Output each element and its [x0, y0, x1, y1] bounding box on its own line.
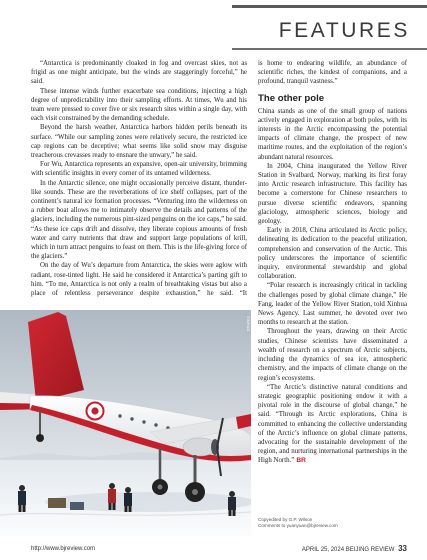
- paragraph: “Polar research is increasingly critical in tackling the challenges posed by global climate change,” He Fang, leader of the Yellow River Station, told Xinhua News Agency. Last summer, he devoted over two months to research at the station.: [258, 282, 407, 327]
- paragraph: China stands as one of the small group of nations actively engaged in exploration at both poles, with its interests in the Arctic encompassing the potential impacts of climate change, the prospect of new maritime routes, and the exploitation of the region’s abundant natural resources.: [258, 107, 407, 161]
- paragraph: Throughout the years, drawing on their Arctic studies, Chinese scientists have disseminated a wealth of research on a spectrum of Arctic subjects, including the dynamics of sea ice, atmospheric chemistry, and the impacts of climate change on the region’s ecosystems.: [258, 328, 407, 382]
- photo-credit: XINHUA: [246, 316, 250, 332]
- paragraph: On the day of Wu’s departure from Antarctica, the skies were aglow with radiant, rose-tinted light. He said he considered it Antarctica’s parting gift to him. “To me, Antarctica is not only a realm of breathtaking vistas but also a place of relentless perseverance despite exhaustion,” he said. “It: [31, 262, 247, 298]
- paragraph-text: “The Arctic’s distinctive natural conditions and strategic geographic positioning endow it with a pivotal role in the discourse of global change,” he said. “Through its Arctic explorations, China is committed to enhancing the collective understanding of the Arctic’s influence on global climate patterns, advocating for the sustainable development of the region, and nurturing international partnerships in the High North.”: [258, 383, 407, 465]
- photo-aircraft-on-snow: [0, 310, 251, 536]
- footer-url: http://www.bjreview.com: [31, 546, 96, 552]
- article-photo: [0, 310, 251, 536]
- right-column: [258, 59, 407, 466]
- paragraph-continuation: is home to endearing wildlife, an abundance of scientific riches, the kindest of companions, and a profound, tranquil vastness.”: [258, 60, 407, 86]
- editorial-credits: [258, 517, 338, 529]
- subheading: The other pole: [258, 92, 325, 104]
- left-column-text: [31, 59, 247, 298]
- paragraph: In the Antarctic silence, one might occasionally perceive distant, thunder-like sounds. These are the reverberations of ice shelf collapses, part of the continent’s natural ice formation processes. “Venturing into the wilderness on a rubber boat allows me to intimately observe the details and patterns of the glaciers, including the numerous pint-sized penguins on the ice caps,” he said. “As these ice caps drift and dissolve, they liberate copious amounts of fresh water and carry nutrients that draw and support large populations of krill, which in turn attract penguins to feast on them. This is the life-giving force of the glaciers.”: [31, 179, 247, 261]
- header-rule: [232, 48, 427, 50]
- copyedited-by: Copyedited by G.P. Wilson: [258, 517, 313, 522]
- paragraph: “Antarctica is predominantly cloaked in fog and overcast skies, not as frigid as one might anticipate, but the winds are staggeringly forceful,” he said.: [31, 60, 247, 86]
- paragraph: In 2004, China inaugurated the Yellow River Station in Svalbard, Norway, marking its first foray into Arctic research infrastructure. This facility has become a cornerstone for Chinese researchers to pursue diverse scientific endeavors, spanning glaciology, atmospheric sciences, biology and geology.: [258, 162, 407, 226]
- roundel-emblem: [87, 403, 104, 420]
- paragraph: For Wu, Antarctica represents an expansive, open-air university, brimming with scientific insights in every corner of its untamed wilderness.: [31, 161, 247, 178]
- page-number: 33: [398, 544, 407, 553]
- header-top-bar: [232, 5, 427, 8]
- end-mark: BR: [296, 457, 306, 465]
- footer-folio: [302, 544, 407, 553]
- paragraph: These intense winds further exacerbate sea conditions, injecting a high degree of unpredictability into their sampling efforts. At times, Wu and his team were pressed to cover five or six research sites within a single day, with each visit constrained by the demanding schedule.: [31, 87, 247, 123]
- paragraph: Beyond the harsh weather, Antarctica harbors hidden perils beneath its surface. “While our sampling zones were relatively secure, the restricted ice cap regions can be deceptive; what seems like solid snow may disguise treacherous crevasses ready to ensnare the unwary,” he said.: [31, 124, 247, 160]
- comments-contact: Comments to yuanyuan@bjreview.com: [258, 523, 338, 528]
- left-column: [31, 59, 250, 536]
- last-paragraph: [258, 383, 407, 466]
- publication-name: BEIJING REVIEW: [345, 547, 395, 553]
- paragraph: Early in 2018, China articulated its Arctic policy, delineating its dedication to the peaceful utilization, comprehension and conservation of the Arctic. This policy underscores the importance of scientific inquiry, environmental stewardship and global collaboration.: [258, 227, 407, 281]
- issue-date: APRIL 25, 2024: [301, 547, 345, 553]
- section-title: FEATURES: [278, 19, 410, 42]
